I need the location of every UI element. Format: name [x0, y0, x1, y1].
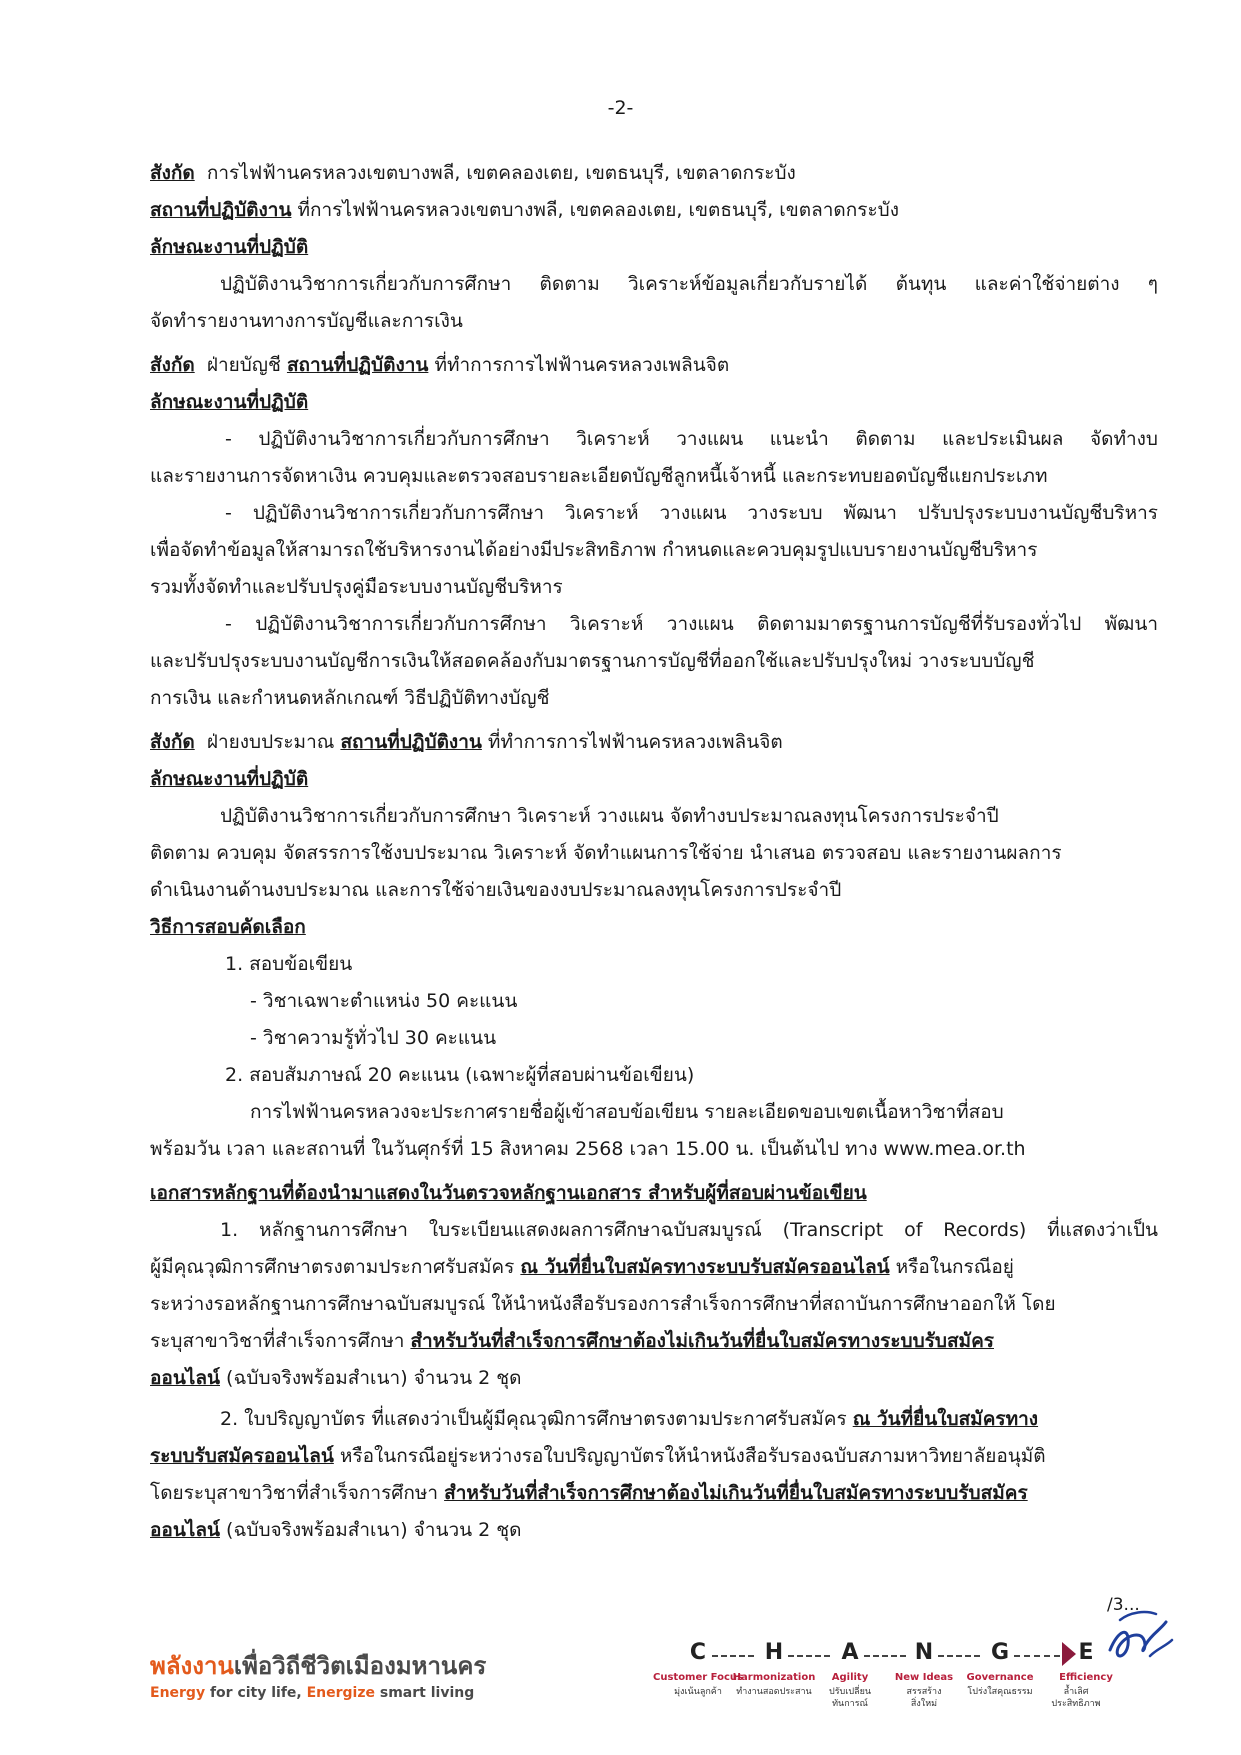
selection-heading — [150, 909, 1158, 946]
slogan-thai-accent: พลังงาน — [150, 1652, 234, 1680]
page-number: -2- — [607, 97, 634, 119]
duties-text-2: รวมทั้งจัดทำและปรับปรุงคู่มือระบบงานบัญชีบริหาร — [150, 576, 563, 598]
duties-text-2: เพื่อจัดทำข้อมูลให้สามารถใช้บริหารงานได้อย่างมีประสิทธิภาพ กำหนดและควบคุมรูปแบบรายงานบัญชีบริหาร — [150, 539, 1038, 561]
change-label: Efficiency — [1059, 1672, 1113, 1683]
duties-label: ลักษณะงานที่ปฏิบัติ — [150, 236, 309, 258]
duties-text-2: - ปฏิบัติงานวิชาการเกี่ยวกับการศึกษา วิเคราะห์ วางแผน ติดตามมาตรฐานการบัญชีที่รับรองทั่วไป พัฒนา — [225, 613, 1158, 635]
next-page-marker: /3... — [1107, 1595, 1140, 1615]
emphasis-text: ออนไลน์ — [150, 1367, 220, 1389]
duties-label: ลักษณะงานที่ปฏิบัติ — [150, 391, 309, 413]
emphasis-text: ออนไลน์ — [150, 1519, 220, 1541]
document-1-line — [150, 1360, 1158, 1397]
affiliation-label: สังกัด — [150, 354, 195, 376]
text-part: (ฉบับจริงพร้อมสำเนา) จำนวน 2 ชุด — [220, 1367, 522, 1389]
document-2-line — [150, 1475, 1158, 1512]
text-part: 2. ใบปริญญาบัตร ที่แสดงว่าเป็นผู้มีคุณวุฒิการศึกษาตรงตามประกาศรับสมัคร — [220, 1408, 853, 1430]
duties-text-2: - ปฏิบัติงานวิชาการเกี่ยวกับการศึกษา วิเคราะห์ วางแผน วางระบบ พัฒนา ปรับปรุงระบบงานบัญชีบริหาร — [225, 502, 1158, 524]
selection-item: 1. สอบข้อเขียน — [225, 953, 353, 975]
change-letter: G — [990, 1640, 1010, 1665]
change-letters — [680, 1640, 1120, 1670]
selection-subitem: - วิชาความรู้ทั่วไป 30 คะแนน — [250, 1027, 497, 1049]
emphasis-text: ระบบรับสมัครออนไลน์ — [150, 1445, 334, 1467]
emphasis-text: ณ วันที่ยื่นใบสมัครทางระบบรับสมัครออนไลน์ — [520, 1256, 890, 1278]
slogan-en-accent: Energy — [150, 1685, 206, 1701]
document-body — [150, 155, 1158, 1549]
change-label: Harmonization — [732, 1672, 816, 1683]
change-values-logo — [653, 1640, 1120, 1735]
emphasis-text: สำหรับวันที่สำเร็จการศึกษาต้องไม่เกินวันที่ยื่นใบสมัครทางระบบรับสมัคร — [444, 1482, 1028, 1504]
workplace-label: สถานที่ปฏิบัติงาน — [150, 199, 292, 221]
affiliation-line-1 — [150, 155, 1158, 192]
documents-heading — [150, 1175, 1158, 1212]
workplace-text: ที่ทำการการไฟฟ้านครหลวงเพลินจิต — [434, 354, 730, 376]
affiliation-line-2 — [150, 347, 1158, 384]
workplace-line-1 — [150, 192, 1158, 229]
slogan-thai — [150, 1650, 486, 1682]
duties-text-2: การเงิน และกำหนดหลักเกณฑ์ วิธีปฏิบัติทางบัญชี — [150, 687, 550, 709]
text-part: โดยระบุสาขาวิชาที่สำเร็จการศึกษา — [150, 1482, 445, 1504]
change-letter: H — [764, 1640, 784, 1665]
announcement-text: การไฟฟ้านครหลวงจะประกาศรายชื่อผู้เข้าสอบข้อเขียน รายละเอียดขอบเขตเนื้อหาวิชาที่สอบ — [250, 1101, 1004, 1123]
emphasis-text: ณ วันที่ยื่นใบสมัครทาง — [852, 1408, 1039, 1430]
duties-heading-2 — [150, 384, 1158, 421]
duties-text-2: และรายงานการจัดหาเงิน ควบคุมและตรวจสอบรายละเอียดบัญชีลูกหนี้เจ้าหนี้ และกระทบยอดบัญชีแยกประเภท — [150, 465, 1048, 487]
document-1-line: 1. หลักฐานการศึกษา ใบระเบียนแสดงผลการศึกษาฉบับสมบูรณ์ (Transcript of Records) ที่แสดงว่าเป็น — [220, 1219, 1158, 1241]
change-sublabel: โปร่งใสคุณธรรม — [967, 1687, 1033, 1697]
text-part: ระบุสาขาวิชาที่สำเร็จการศึกษา — [150, 1330, 411, 1352]
slogan-en-part: smart living — [375, 1685, 475, 1701]
emphasis-text: สำหรับวันที่สำเร็จการศึกษาต้องไม่เกินวันที่ยื่นใบสมัครทางระบบรับสมัคร — [410, 1330, 994, 1352]
announcement-text-part: พร้อมวัน เวลา และสถานที่ ในวันศุกร์ที่ 15 สิงหาคม 2568 เวลา 15.00 น. เป็นต้นไป ทาง www.mea.or.th — [150, 1138, 1026, 1160]
slogan-thai-rest: เพื่อวิถีชีวิตเมืองมหานคร — [233, 1652, 487, 1680]
change-sublabel: มุ่งเน้นลูกค้า — [674, 1687, 722, 1697]
document-1-line: ระหว่างรอหลักฐานการศึกษาฉบับสมบูรณ์ ให้นำหนังสือรับรองการสำเร็จการศึกษาที่สถาบันการศึกษาออกให้ โดย — [150, 1293, 1056, 1315]
change-sublabel: สรรสร้าง สิ่งใหม่ — [906, 1687, 942, 1709]
change-label: New Ideas — [894, 1672, 954, 1683]
slogan-en-part: for city life, — [205, 1685, 307, 1701]
duties-heading-1 — [150, 229, 1158, 266]
duties-label: ลักษณะงานที่ปฏิบัติ — [150, 768, 309, 790]
documents-heading-text: เอกสารหลักฐานที่ต้องนำมาแสดงในวันตรวจหลักฐานเอกสาร สำหรับผู้ที่สอบผ่านข้อเขียน — [150, 1182, 867, 1204]
affiliation-text: ฝ่ายบัญชี — [206, 354, 281, 376]
workplace-label: สถานที่ปฏิบัติงาน — [286, 354, 429, 376]
change-letter: N — [914, 1640, 934, 1665]
change-label: Customer Focus — [653, 1672, 743, 1683]
workplace-text: ที่ทำการการไฟฟ้านครหลวงเพลินจิต — [487, 731, 783, 753]
slogan-en-accent: Energize — [306, 1685, 376, 1701]
slogan-english — [150, 1682, 486, 1704]
affiliation-label: สังกัด — [150, 731, 195, 753]
selection-subitem: - วิชาเฉพาะตำแหน่ง 50 คะแนน — [250, 990, 518, 1012]
affiliation-label: สังกัด — [150, 162, 195, 184]
selection-item: 2. สอบสัมภาษณ์ 20 คะแนน (เฉพาะผู้ที่สอบผ่านข้อเขียน) — [225, 1064, 695, 1086]
announcement-text — [150, 1131, 1158, 1168]
workplace-text: ที่การไฟฟ้านครหลวงเขตบางพลี, เขตคลองเตย, เขตธนบุรี, เขตลาดกระบัง — [297, 199, 899, 221]
duties-heading-3 — [150, 761, 1158, 798]
change-letter: E — [1078, 1640, 1094, 1665]
duties-text-3: ติดตาม ควบคุม จัดสรรการใช้งบประมาณ วิเคราะห์ จัดทำแผนการใช้จ่าย นำเสนอ ตรวจสอบ และรายงานผลการ — [150, 842, 1062, 864]
change-label: Agility — [831, 1672, 869, 1683]
text-part: ผู้มีคุณวุฒิการศึกษาตรงตามประกาศรับสมัคร — [150, 1256, 521, 1278]
change-letter: C — [689, 1640, 707, 1665]
workplace-label: สถานที่ปฏิบัติงาน — [340, 731, 482, 753]
document-1-line — [150, 1323, 1158, 1360]
duties-text-2: และปรับปรุงระบบงานบัญชีการเงินให้สอดคล้องกับมาตรฐานการบัญชีที่ออกใช้และปรับปรุงใหม่ วางระบบบัญชี — [150, 650, 1035, 672]
text-part: หรือในกรณีอยู่ — [889, 1256, 1014, 1278]
change-sublabel: ปรับเปลี่ยน ทันการณ์ — [829, 1687, 871, 1709]
duties-text-2: - ปฏิบัติงานวิชาการเกี่ยวกับการศึกษา วิเคราะห์ วางแผน แนะนำ ติดตาม และประเมินผล จัดทำงบ — [225, 428, 1158, 450]
document-2-line — [150, 1401, 1158, 1438]
duties-text-1a: ปฏิบัติงานวิชาการเกี่ยวกับการศึกษา ติดตาม วิเคราะห์ข้อมูลเกี่ยวกับรายได้ ต้นทุน และค่าใช้จ่ายต่าง ๆ — [220, 273, 1158, 295]
document-2-line — [150, 1438, 1158, 1475]
mea-slogan — [150, 1650, 486, 1704]
duties-text-3: ปฏิบัติงานวิชาการเกี่ยวกับการศึกษา วิเคราะห์ วางแผน จัดทำงบประมาณลงทุนโครงการประจำปี — [220, 805, 999, 827]
duties-text-1b: จัดทำรายงานทางการบัญชีและการเงิน — [150, 310, 463, 332]
document-1-line — [150, 1249, 1158, 1286]
text-part: (ฉบับจริงพร้อมสำเนา) จำนวน 2 ชุด — [220, 1519, 522, 1541]
change-label: Governance — [966, 1672, 1034, 1683]
duties-text-3: ดำเนินงานด้านงบประมาณ และการใช้จ่ายเงินของงบประมาณลงทุนโครงการประจำปี — [150, 879, 842, 901]
change-letter: A — [841, 1640, 859, 1665]
document-2-line — [150, 1512, 1158, 1549]
change-sublabel: ล้ำเลิศ ประสิทธิภาพ — [1051, 1687, 1101, 1709]
text-part: หรือในกรณีอยู่ระหว่างรอใบปริญญาบัตรให้นำหนังสือรับรองฉบับสภามหาวิทยาลัยอนุมัติ — [333, 1445, 1046, 1467]
change-sublabel: ทำงานสอดประสาน — [736, 1687, 812, 1697]
affiliation-line-3 — [150, 724, 1158, 761]
affiliation-text: ฝ่ายงบประมาณ — [206, 731, 335, 753]
selection-heading-text: วิธีการสอบคัดเลือก — [150, 916, 306, 938]
affiliation-text: การไฟฟ้านครหลวงเขตบางพลี, เขตคลองเตย, เขตธนบุรี, เขตลาดกระบัง — [206, 162, 796, 184]
